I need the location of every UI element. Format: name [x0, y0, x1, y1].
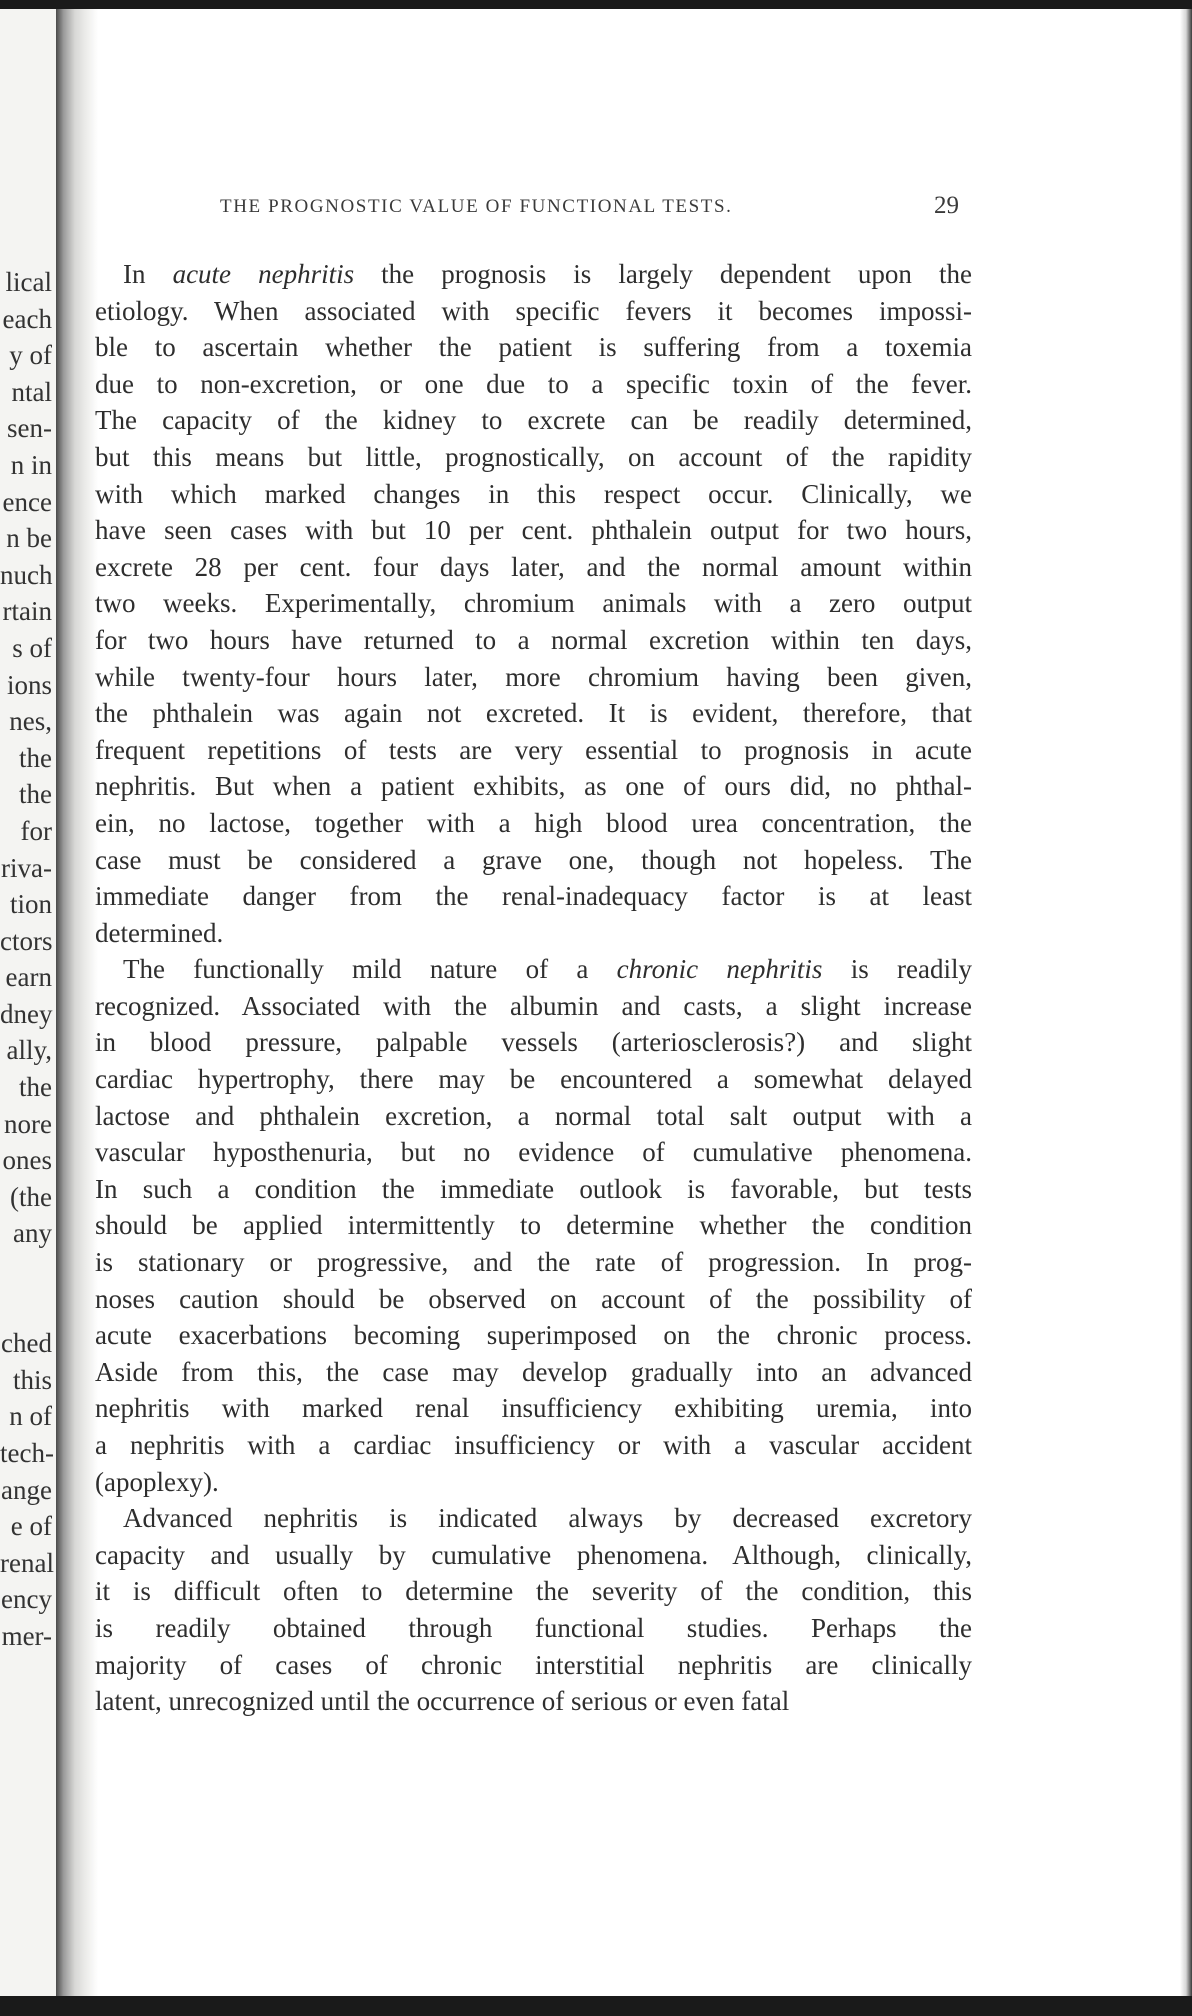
text-line: is stationary or progressive, and the rate of progression. In prog- [95, 1247, 972, 1278]
text-line: a nephritis with a cardiac insufficiency or with a vascular accident [95, 1430, 972, 1460]
text-line: ein, no lactose, together with a high blood urea concentration, the [95, 807, 972, 838]
emphasis: acute nephritis [172, 259, 355, 289]
text-line: Aside from this, the case may develop gradually into an advanced [95, 1356, 972, 1387]
text-line: The functionally mild nature of a chronic nephritis is readily [123, 954, 972, 985]
text-line: Advanced nephritis is indicated always by decreased excretory [123, 1503, 972, 1534]
text-line: noses caution should be observed on account of the possibility of [95, 1283, 972, 1314]
text-line: frequent repetitions of tests are very essential to prognosis in acute [95, 734, 972, 765]
paragraph [95, 256, 972, 951]
text-line: while twenty-four hours later, more chromium having been given, [95, 661, 972, 692]
paragraph [95, 951, 972, 1500]
text-line: have seen cases with but 10 per cent. phthalein output for two hours, [95, 515, 972, 546]
text-line: lactose and phthalein excretion, a normal total salt output with a [95, 1100, 972, 1131]
text-line: is readily obtained through functional studies. Perhaps the [95, 1612, 972, 1643]
text-line: should be applied intermittently to determine whether the condition [95, 1210, 972, 1241]
emphasis: chronic nephritis [616, 954, 823, 985]
text-line: with which marked changes in this respect occur. Clinically, we [95, 478, 972, 509]
text-line: capacity and usually by cumulative phenomena. Although, clinically, [95, 1539, 972, 1570]
text-line: nephritis with marked renal insufficiency exhibiting uremia, into [95, 1393, 972, 1424]
facing-page-margin [0, 9, 56, 1996]
text-line: majority of cases of chronic interstitial nephritis are clinically [95, 1649, 972, 1680]
text-line: nephritis. But when a patient exhibits, as one of ours did, no phthal- [95, 771, 972, 802]
text-line: latent, unrecognized until the occurrence of serious or even fatal [95, 1686, 790, 1717]
text-line: for two hours have returned to a normal excretion within ten days, [95, 624, 972, 655]
text-line: In such a condition the immediate outlook is favorable, but tests [95, 1173, 972, 1204]
text-line: determined. [95, 917, 224, 948]
scan-bottom-border [0, 1996, 1192, 2016]
text-line: two weeks. Experimentally, chromium animals with a zero output [95, 588, 972, 619]
text-line: case must be considered a grave one, though not hopeless. The [95, 844, 972, 875]
text-line: in blood pressure, palpable vessels (arteriosclerosis?) and slight [95, 1027, 972, 1058]
text-line: In acute nephritis the prognosis is largely dependent upon the [123, 259, 972, 289]
running-head: THE PROGNOSTIC VALUE OF FUNCTIONAL TESTS. [220, 196, 733, 217]
scan-top-border [0, 0, 1192, 9]
body-text [95, 256, 972, 1720]
text-line: due to non-excretion, or one due to a specific toxin of the fever. [95, 368, 972, 399]
text-line: immediate danger from the renal-inadequacy factor is at least [95, 881, 972, 912]
scan-right-edge [1180, 9, 1192, 1996]
text-line: the phthalein was again not excreted. It is evident, therefore, that [95, 698, 972, 729]
book-gutter [56, 9, 98, 1996]
page-number: 29 [934, 192, 959, 219]
text-line: (apoplexy). [95, 1466, 219, 1497]
text-line: vascular hyposthenuria, but no evidence of cumulative phenomena. [95, 1137, 972, 1168]
text-line: but this means but little, prognostically, on account of the rapidity [95, 441, 972, 472]
paragraph [95, 1500, 972, 1720]
text-line: ble to ascertain whether the patient is suffering from a toxemia [95, 332, 972, 363]
facing-page-text: lical each y of ntal sen- n in ence n be nuch rtain s of ions nes, the the for riva- tion ctors earn dney ally, the nore ones (the any ched this n of tech- ange e of renal ency mer- [0, 267, 54, 1651]
text-line: it is difficult often to determine the severity of the condition, this [95, 1576, 972, 1607]
text-line: The capacity of the kidney to excrete can be readily determined, [95, 405, 972, 436]
text-line: cardiac hypertrophy, there may be encountered a somewhat delayed [95, 1064, 972, 1095]
text-line: excrete 28 per cent. four days later, and the normal amount within [95, 551, 972, 582]
text-line: acute exacerbations becoming superimposed on the chronic process. [95, 1320, 972, 1351]
text-line: etiology. When associated with specific fevers it becomes impossi- [95, 295, 972, 326]
text-line: recognized. Associated with the albumin and casts, a slight increase [95, 990, 972, 1021]
